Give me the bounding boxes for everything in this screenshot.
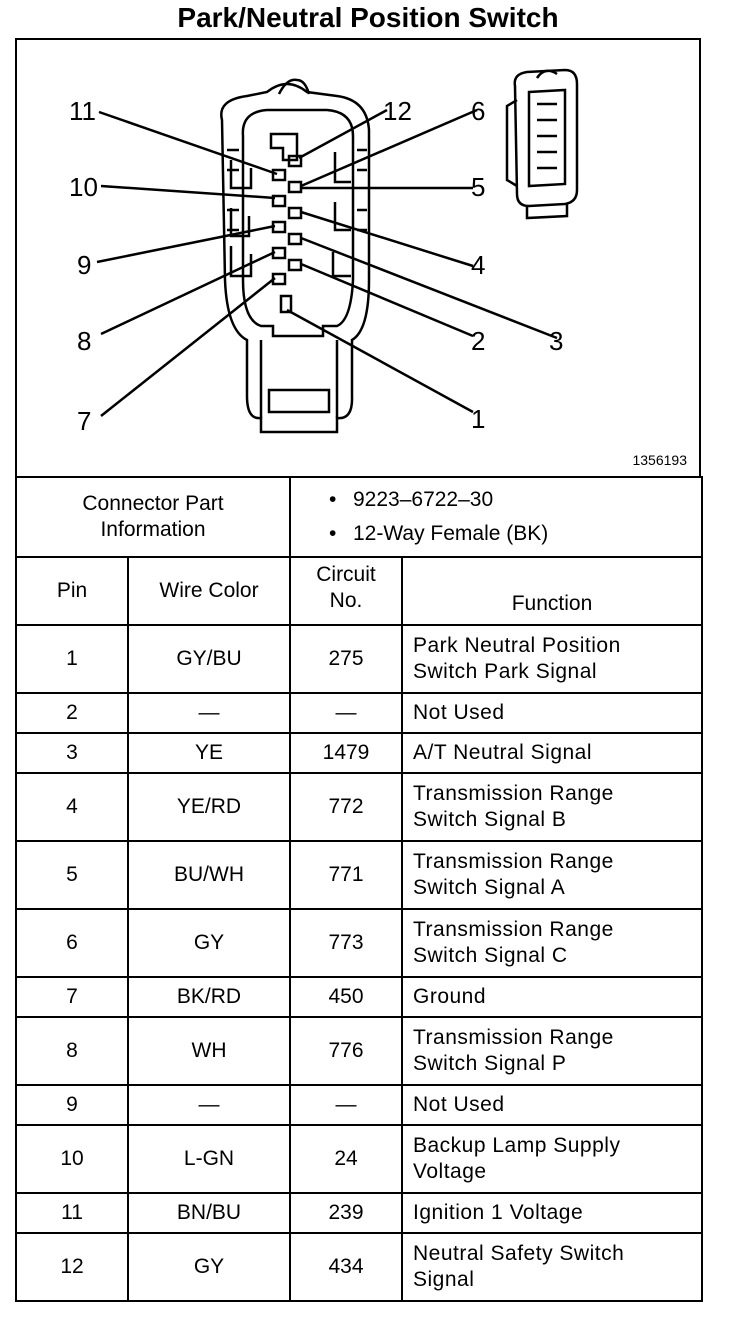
circuit-cell: 772 — [290, 773, 402, 841]
header-row — [16, 557, 702, 625]
circuit-cell: 275 — [290, 625, 402, 693]
callout-3: 3 — [549, 326, 564, 356]
connector-diagram — [15, 38, 701, 478]
pin-cell: 1 — [16, 625, 128, 693]
wire-color-cell: BN/BU — [128, 1193, 290, 1233]
wire-color-cell: BK/RD — [128, 977, 290, 1017]
callout-6: 6 — [471, 96, 486, 126]
wire-color-cell: GY — [128, 909, 290, 977]
header-function: Function — [402, 557, 702, 625]
function-cell: Not Used — [402, 693, 702, 733]
pin-cell: 2 — [16, 693, 128, 733]
function-cell: Neutral Safety Switch Signal — [402, 1233, 702, 1301]
circuit-cell: 24 — [290, 1125, 402, 1193]
function-cell: Not Used — [402, 1085, 702, 1125]
function-cell: Transmission Range Switch Signal B — [402, 773, 702, 841]
callout-8: 8 — [77, 326, 92, 356]
table-row — [16, 977, 702, 1017]
table-row — [16, 1017, 702, 1085]
circuit-cell: 776 — [290, 1017, 402, 1085]
function-cell: Transmission Range Switch Signal C — [402, 909, 702, 977]
pin-cell: 11 — [16, 1193, 128, 1233]
page-title: Park/Neutral Position Switch — [177, 2, 559, 33]
pin-cell: 8 — [16, 1017, 128, 1085]
connector-info-values — [290, 477, 702, 557]
callout-12: 12 — [383, 96, 412, 126]
circuit-cell: — — [290, 693, 402, 733]
wire-color-cell: GY/BU — [128, 625, 290, 693]
circuit-cell: 771 — [290, 841, 402, 909]
pin-cell: 3 — [16, 733, 128, 773]
function-cell: A/T Neutral Signal — [402, 733, 702, 773]
callout-11: 11 — [69, 96, 96, 126]
callout-1: 1 — [471, 404, 486, 434]
pin-cell: 7 — [16, 977, 128, 1017]
pin-cell: 12 — [16, 1233, 128, 1301]
pin-table — [15, 476, 703, 1302]
wire-color-cell: L-GN — [128, 1125, 290, 1193]
callout-10: 10 — [69, 172, 98, 202]
connector-description: • 12-Way Female (BK) — [329, 522, 549, 545]
function-cell: Park Neutral Position Switch Park Signal — [402, 625, 702, 693]
circuit-cell: 434 — [290, 1233, 402, 1301]
circuit-cell: 773 — [290, 909, 402, 977]
table-row — [16, 1085, 702, 1125]
connector-info-row — [16, 477, 702, 557]
wire-color-cell: GY — [128, 1233, 290, 1301]
callout-5: 5 — [471, 172, 486, 202]
function-cell: Ground — [402, 977, 702, 1017]
table-row — [16, 733, 702, 773]
header-pin: Pin — [16, 557, 128, 625]
table-row — [16, 1193, 702, 1233]
wire-color-cell: — — [128, 693, 290, 733]
circuit-cell: — — [290, 1085, 402, 1125]
figure-number: 1356193 — [632, 452, 687, 468]
function-cell: Backup Lamp Supply Voltage — [402, 1125, 702, 1193]
callout-9: 9 — [77, 250, 92, 280]
part-number: • 9223–6722–30 — [329, 488, 494, 511]
wire-color-cell: — — [128, 1085, 290, 1125]
pin-cell: 4 — [16, 773, 128, 841]
header-wire-color: Wire Color — [128, 557, 290, 625]
callout-4: 4 — [471, 250, 486, 280]
function-cell: Transmission Range Switch Signal A — [402, 841, 702, 909]
table-row — [16, 1233, 702, 1301]
table-row — [16, 841, 702, 909]
connector-info-label: Connector Part Information — [16, 477, 290, 557]
circuit-cell: 1479 — [290, 733, 402, 773]
pin-cell: 6 — [16, 909, 128, 977]
table-row — [16, 1125, 702, 1193]
wire-color-cell: WH — [128, 1017, 290, 1085]
connector-drawing — [17, 40, 699, 476]
wire-color-cell: YE/RD — [128, 773, 290, 841]
function-cell: Transmission Range Switch Signal P — [402, 1017, 702, 1085]
pin-cell: 5 — [16, 841, 128, 909]
table-row — [16, 909, 702, 977]
circuit-cell: 239 — [290, 1193, 402, 1233]
pin-cell: 10 — [16, 1125, 128, 1193]
table-row — [16, 625, 702, 693]
table-row — [16, 773, 702, 841]
wire-color-cell: BU/WH — [128, 841, 290, 909]
function-cell: Ignition 1 Voltage — [402, 1193, 702, 1233]
pin-cell: 9 — [16, 1085, 128, 1125]
callout-7: 7 — [77, 406, 92, 436]
circuit-cell: 450 — [290, 977, 402, 1017]
header-circuit: Circuit No. — [290, 557, 402, 625]
callout-2: 2 — [471, 326, 486, 356]
wire-color-cell: YE — [128, 733, 290, 773]
table-row — [16, 693, 702, 733]
